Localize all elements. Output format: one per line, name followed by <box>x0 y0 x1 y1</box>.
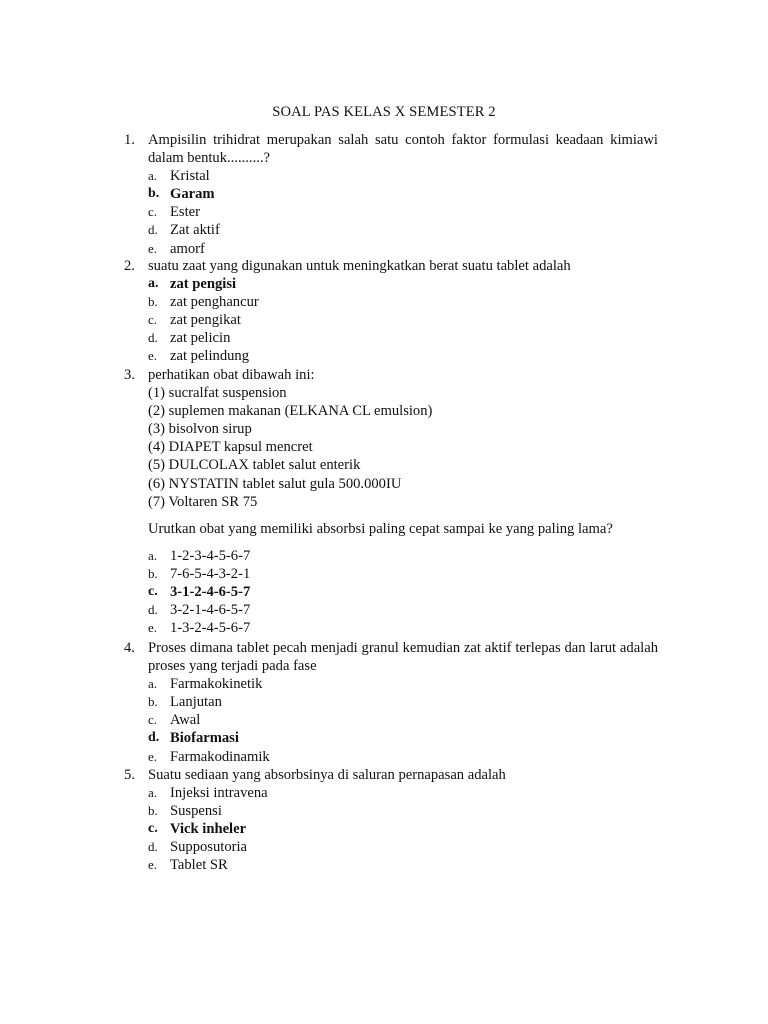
option-text: 1-3-2-4-5-6-7 <box>170 620 251 637</box>
option-b <box>148 565 658 583</box>
question-number: 1. <box>124 132 135 148</box>
option-b <box>148 802 658 820</box>
option-text: Biofarmasi <box>170 730 239 747</box>
option-letter: c. <box>148 204 158 220</box>
drug-item: (3) bisolvon sirup <box>148 421 252 438</box>
option-letter: d. <box>148 330 158 346</box>
option-letter: b. <box>148 694 158 710</box>
option-letter: c. <box>148 821 158 837</box>
spacer <box>148 538 658 547</box>
option-text: zat pengikat <box>170 312 241 329</box>
option-c <box>148 711 658 729</box>
drug-item: (2) suplemen makanan (ELKANA CL emulsion) <box>148 403 433 420</box>
option-text: Vick inheler <box>170 821 247 838</box>
question-number: 4. <box>124 640 135 656</box>
option-text: Injeksi intravena <box>170 785 268 802</box>
option-e <box>148 856 658 874</box>
option-e <box>148 347 658 365</box>
option-text: 3-2-1-4-6-5-7 <box>170 602 251 619</box>
option-text: Lanjutan <box>170 694 222 711</box>
option-b <box>148 293 658 311</box>
page-title: SOAL PAS KELAS X SEMESTER 2 <box>272 104 496 120</box>
option-letter: b. <box>148 565 158 581</box>
option-text: Awal <box>170 712 201 729</box>
option-letter: e. <box>148 748 158 764</box>
option-list <box>148 784 658 874</box>
option-d-correct <box>148 729 658 747</box>
option-letter: a. <box>148 676 158 692</box>
question-text: perhatikan obat dibawah ini: <box>148 367 315 383</box>
question-1 <box>124 131 658 258</box>
option-letter: b. <box>148 294 158 310</box>
drug-item: (4) DIAPET kapsul mencret <box>148 439 313 456</box>
question-number: 2. <box>124 258 135 274</box>
option-text: Tablet SR <box>170 857 228 874</box>
option-letter: a. <box>148 547 158 563</box>
option-c <box>148 311 658 329</box>
option-text: Farmakokinetik <box>170 676 263 693</box>
option-text: Zat aktif <box>170 222 220 239</box>
option-text: Kristal <box>170 168 210 185</box>
option-text: Ester <box>170 204 200 221</box>
option-letter: d. <box>148 602 158 618</box>
question-4 <box>124 639 658 766</box>
drug-item: (6) NYSTATIN tablet salut gula 500.000IU <box>148 475 402 492</box>
option-letter: a. <box>148 276 159 292</box>
option-letter: c. <box>148 712 158 728</box>
drug-item: (7) Voltaren SR 75 <box>148 493 258 510</box>
option-text: 3-1-2-4-6-5-7 <box>170 584 251 601</box>
question-prompt: Urutkan obat yang memiliki absorbsi paling cepat sampai ke yang paling lama? <box>148 520 613 537</box>
option-text: Suspensi <box>170 803 222 820</box>
option-list <box>148 675 658 765</box>
option-e <box>148 240 658 258</box>
option-d <box>148 221 658 239</box>
option-c <box>148 203 658 221</box>
option-text: 1-2-3-4-5-6-7 <box>170 547 251 564</box>
option-letter: d. <box>148 730 160 746</box>
option-letter: e. <box>148 620 158 636</box>
option-letter: d. <box>148 839 158 855</box>
option-text: zat penghancur <box>170 294 259 311</box>
option-d <box>148 329 658 347</box>
question-3 <box>124 366 658 637</box>
option-e <box>148 748 658 766</box>
option-b-correct <box>148 185 658 203</box>
option-list <box>148 167 658 257</box>
option-text: zat pelindung <box>170 348 250 365</box>
option-text: amorf <box>170 240 205 257</box>
option-a <box>148 784 658 802</box>
option-letter: a. <box>148 785 158 801</box>
option-letter: b. <box>148 803 158 819</box>
spacer <box>148 511 658 520</box>
question-text: Proses dimana tablet pecah menjadi granul kemudian zat aktif terlepas dan larut adalah proses yang terjadi pada fase <box>148 640 658 675</box>
drug-item: (1) sucralfat suspension <box>148 385 287 402</box>
question-text: suatu zaat yang digunakan untuk meningkatkan berat suatu tablet adalah <box>148 258 571 274</box>
question-number: 5. <box>124 767 135 783</box>
question-text: Ampisilin trihidrat merupakan salah satu contoh faktor formulasi keadaan kimiawi dalam bentuk..........? <box>148 132 658 167</box>
option-text: 7-6-5-4-3-2-1 <box>170 565 251 582</box>
option-text: Supposutoria <box>170 839 248 856</box>
drug-item: (5) DULCOLAX tablet salut enterik <box>148 457 361 474</box>
option-c-correct <box>148 583 658 601</box>
option-a <box>148 167 658 185</box>
drug-list <box>148 384 658 637</box>
option-text: Garam <box>170 186 215 203</box>
option-text: Farmakodinamik <box>170 748 270 765</box>
option-c-correct <box>148 820 658 838</box>
option-a <box>148 675 658 693</box>
question-2 <box>124 257 658 366</box>
option-d <box>148 838 658 856</box>
option-letter: c. <box>148 584 158 600</box>
option-letter: e. <box>148 240 158 256</box>
option-a <box>148 547 658 565</box>
option-letter: b. <box>148 186 160 202</box>
option-letter: e. <box>148 857 158 873</box>
option-letter: e. <box>148 348 158 364</box>
option-list <box>148 275 658 365</box>
option-text: zat pelicin <box>170 330 231 347</box>
option-d <box>148 601 658 619</box>
question-text: Suatu sediaan yang absorbsinya di saluran pernapasan adalah <box>148 767 506 783</box>
option-a-correct <box>148 275 658 293</box>
option-e <box>148 619 658 637</box>
option-b <box>148 693 658 711</box>
option-text: zat pengisi <box>170 276 237 293</box>
option-letter: c. <box>148 312 158 328</box>
question-number: 3. <box>124 367 135 383</box>
option-letter: d. <box>148 222 158 238</box>
option-letter: a. <box>148 168 158 184</box>
question-5 <box>124 766 658 875</box>
